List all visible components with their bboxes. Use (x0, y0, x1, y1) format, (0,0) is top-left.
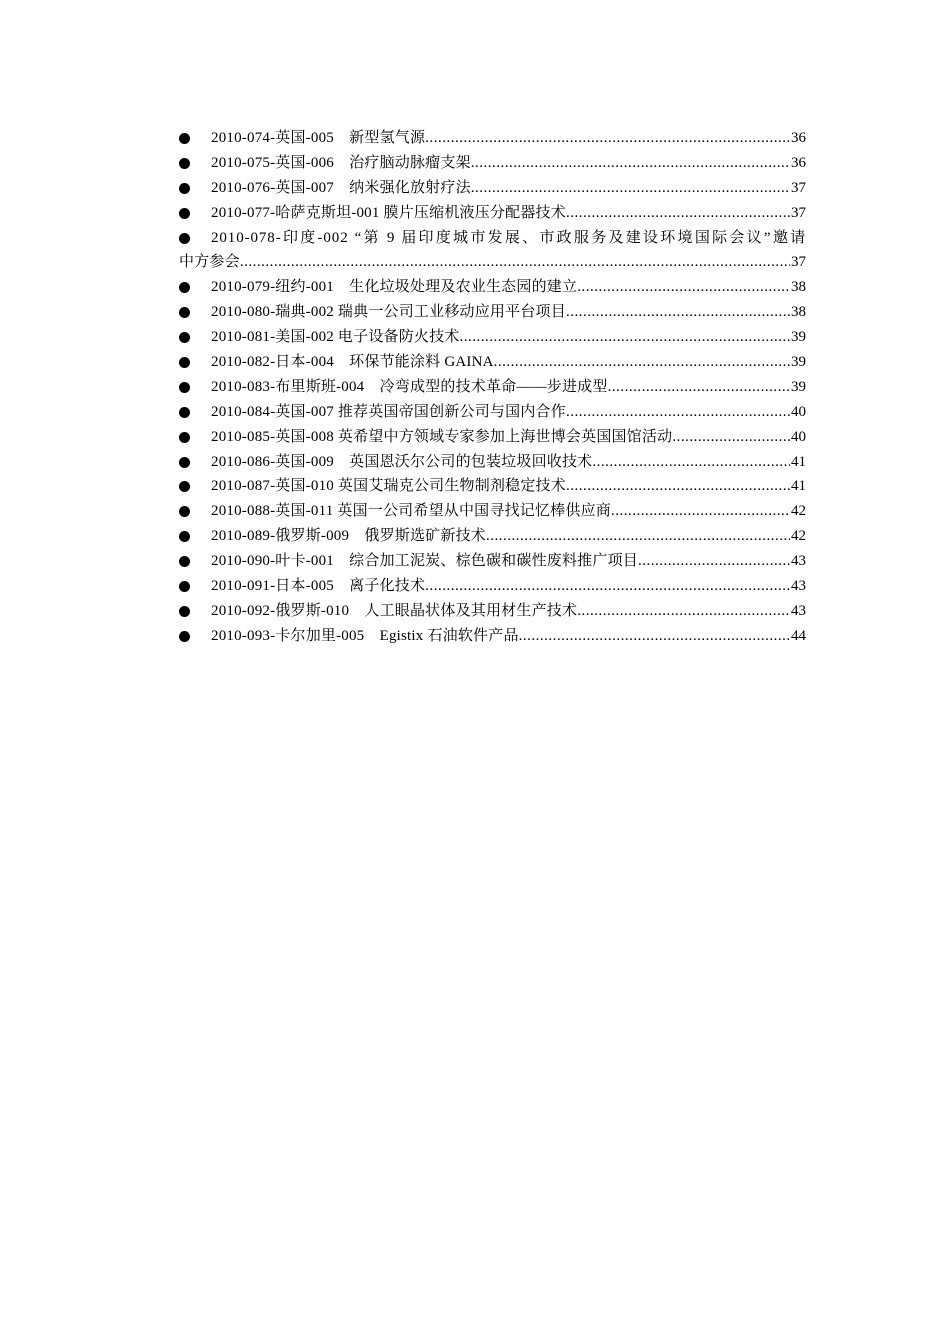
dot-leader (486, 524, 790, 549)
dot-leader (494, 350, 790, 375)
toc-entry-title: 2010-079-纽约-001 生化垃圾处理及农业生态园的建立 (211, 279, 578, 296)
toc-entry[interactable] (179, 450, 806, 475)
toc-entry-title: 2010-077-哈萨克斯坦-001 膜片压缩机液压分配器技术 (211, 204, 566, 221)
toc-entry[interactable] (179, 549, 806, 574)
bullet-icon (179, 581, 190, 592)
toc-entry[interactable] (179, 375, 806, 400)
toc-entry[interactable] (179, 151, 806, 176)
table-of-contents (179, 126, 806, 649)
toc-page-number: 40 (791, 428, 806, 445)
toc-page-number: 41 (791, 453, 806, 470)
bullet-icon (179, 183, 190, 194)
dot-leader (611, 499, 790, 524)
dot-leader (566, 474, 790, 499)
bullet-icon (179, 506, 190, 517)
toc-entry-title: 2010-092-俄罗斯-010 人工眼晶状体及其用材生产技术 (211, 602, 578, 619)
dot-leader (471, 176, 790, 201)
toc-entry-title: 2010-085-英国-008 英希望中方领域专家参加上海世博会英国国馆活动 (211, 428, 673, 445)
toc-page-number: 39 (791, 329, 806, 346)
toc-entry-title: 2010-081-美国-002 电子设备防火技术 (211, 329, 460, 346)
toc-page-number: 38 (791, 304, 806, 321)
dot-leader (425, 126, 790, 151)
toc-entry-title: 2010-093-卡尔加里-005 Egistix 石油软件产品 (211, 627, 519, 644)
toc-page-number: 39 (791, 378, 806, 395)
dot-leader (519, 624, 790, 649)
dot-leader (240, 250, 790, 275)
toc-page-number: 37 (791, 179, 806, 196)
bullet-icon (179, 556, 190, 567)
toc-page-number: 37 (791, 254, 806, 271)
toc-page-number: 40 (791, 403, 806, 420)
toc-entry-title-continuation: 中方参会 (179, 254, 240, 271)
dot-leader (471, 151, 790, 176)
bullet-icon (179, 631, 190, 642)
toc-entry[interactable] (179, 126, 806, 151)
bullet-icon (179, 158, 190, 169)
dot-leader (425, 574, 790, 599)
bullet-icon (179, 133, 190, 144)
toc-entry-title: 2010-089-俄罗斯-009 俄罗斯选矿新技术 (211, 528, 486, 545)
toc-entry[interactable] (179, 350, 806, 375)
toc-entry-title: 2010-074-英国-005 新型氢气源 (211, 129, 426, 146)
toc-page-number: 39 (791, 354, 806, 370)
bullet-icon (179, 457, 190, 468)
bullet-icon (179, 432, 190, 443)
toc-page-number: 36 (791, 129, 806, 146)
toc-entry-continuation[interactable] (179, 250, 806, 275)
toc-entry-title: 2010-075-英国-006 治疗脑动脉瘤支架 (211, 154, 471, 171)
toc-entry[interactable] (179, 176, 806, 201)
toc-entry[interactable] (179, 201, 806, 226)
toc-entry-title: 2010-084-英国-007 推荐英国帝国创新公司与国内合作 (211, 403, 566, 420)
dot-leader (566, 300, 790, 325)
bullet-icon (179, 307, 190, 318)
toc-page-number: 43 (791, 602, 806, 619)
dot-leader (577, 599, 790, 624)
toc-entry[interactable] (179, 474, 806, 499)
dot-leader (577, 275, 790, 300)
toc-entry-title: 2010-087-英国-010 英国艾瑞克公司生物制剂稳定技术 (211, 478, 566, 495)
toc-page-number: 43 (791, 578, 806, 595)
bullet-icon (179, 357, 190, 368)
dot-leader (672, 425, 790, 450)
toc-entry[interactable] (179, 325, 806, 350)
toc-entry[interactable] (179, 574, 806, 599)
dot-leader (566, 400, 790, 425)
toc-entry-title: 2010-086-英国-009 英国恩沃尔公司的包装垃圾回收技术 (211, 453, 593, 470)
toc-entry[interactable] (179, 599, 806, 624)
bullet-icon (179, 407, 190, 418)
bullet-icon (179, 282, 190, 293)
bullet-icon (179, 481, 190, 492)
toc-entry-title: 2010-083-布里斯班-004 冷弯成型的技术革命——步进成型 (211, 378, 608, 395)
toc-entry[interactable] (179, 275, 806, 300)
toc-entry-title: 2010-076-英国-007 纳米强化放射疗法 (211, 179, 471, 196)
bullet-icon (179, 208, 190, 219)
dot-leader (592, 450, 790, 475)
toc-page-number: 43 (791, 553, 806, 570)
bullet-icon (179, 531, 190, 542)
bullet-icon (179, 382, 190, 393)
dot-leader (638, 549, 790, 574)
toc-entry-title: 2010-090-叶卡-001 综合加工泥炭、棕色碳和碳性废料推广项目 (211, 553, 638, 570)
toc-entry-title: 2010-080-瑞典-002 瑞典一公司工业移动应用平台项目 (211, 304, 566, 321)
toc-entry-title: 2010-082-日本-004 环保节能涂料 GAINA (211, 354, 494, 370)
toc-entry[interactable] (179, 499, 806, 524)
toc-page-number: 37 (791, 204, 806, 221)
toc-entry-title: 2010-078-印度-002 “第 9 届印度城市发展、市政服务及建设环境国际会议”邀请 (211, 229, 806, 246)
toc-page-number: 38 (791, 279, 806, 296)
toc-page-number: 44 (791, 627, 806, 644)
dot-leader (608, 375, 790, 400)
toc-page-number: 36 (791, 154, 806, 171)
toc-entry[interactable] (179, 624, 806, 649)
toc-page-number: 42 (791, 528, 806, 545)
toc-entry[interactable] (179, 300, 806, 325)
dot-leader (566, 201, 790, 226)
bullet-icon (179, 233, 190, 244)
bullet-icon (179, 332, 190, 343)
toc-page-number: 41 (791, 478, 806, 495)
toc-entry[interactable] (179, 400, 806, 425)
toc-entry[interactable] (179, 226, 806, 251)
bullet-icon (179, 606, 190, 617)
dot-leader (460, 325, 790, 350)
toc-page-number: 42 (791, 503, 806, 520)
toc-entry[interactable] (179, 524, 806, 549)
toc-entry-title: 2010-088-英国-011 英国一公司希望从中国寻找记忆棒供应商 (211, 503, 611, 520)
toc-entry-title: 2010-091-日本-005 离子化技术 (211, 578, 426, 595)
toc-entry[interactable] (179, 425, 806, 450)
